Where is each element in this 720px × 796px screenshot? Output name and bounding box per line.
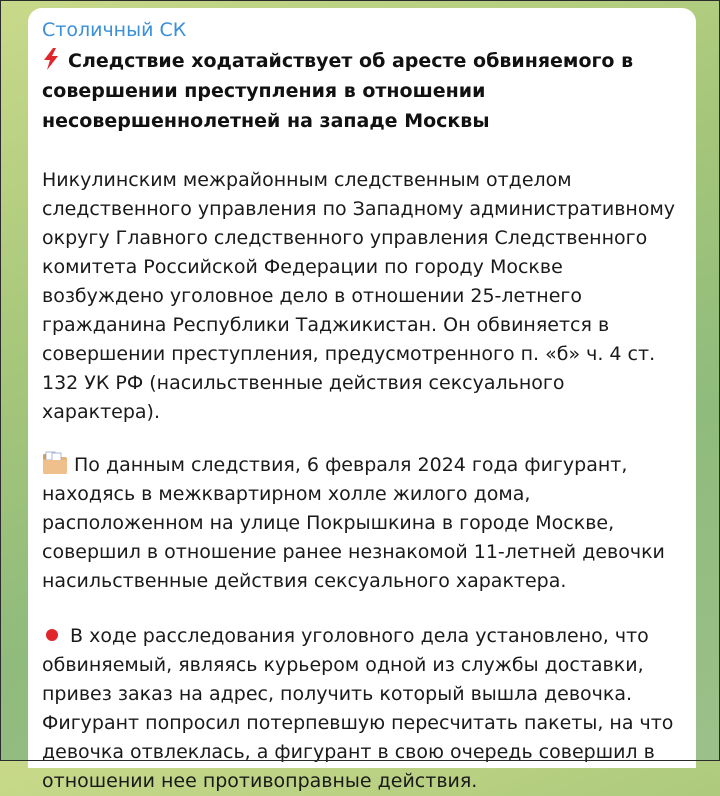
- message-bubble: [28, 8, 696, 792]
- post-headline: [42, 46, 680, 136]
- lightning-icon: [42, 48, 60, 70]
- post-paragraph-2: [42, 451, 680, 596]
- paragraph-2-text: По данным следствия, 6 февраля 2024 года фигурант, находясь в межквартирном холле жилого дома, расположенном на улице Покрышкина в городе Москве, совершил в отношение ранее незнакомой 11-летней девочки насильственные действия сексуального характера.: [42, 454, 665, 592]
- channel-name[interactable]: Столичный СК: [42, 19, 187, 41]
- post-paragraph-3: [42, 622, 680, 796]
- red-dot-icon: [46, 629, 58, 641]
- headline-text: Следствие ходатайствует об аресте обвиняемого в совершении преступления в отношении несовершеннолетней на западе Москвы: [42, 50, 634, 132]
- post-paragraph-1: Никулинским межрайонным следственным отделом следственного управления по Западному административному округу Главного следственного управления Следственного комитета Российской Федерации по городу Москве возбуждено уголовное дело в отношении 25-летнего гражданина Республики Таджикистан. Он обвиняется в совершении преступления, предусмотренного п. «б» ч. 4 ст. 132 УК РФ (насильственные действия сексуального характера).: [42, 169, 676, 423]
- folder-icon: [42, 451, 68, 475]
- paragraph-3-text: В ходе расследования уголовного дела установлено, что обвиняемый, являясь курьером одной из службы доставки, привез заказ на адрес, получить который вышла девочка. Фигурант попросил потерпевшую пересчитать пакеты, на что девочка отвлеклась, а фигурант в свою очередь совершил в отношении нее противоправные действия.: [42, 625, 674, 792]
